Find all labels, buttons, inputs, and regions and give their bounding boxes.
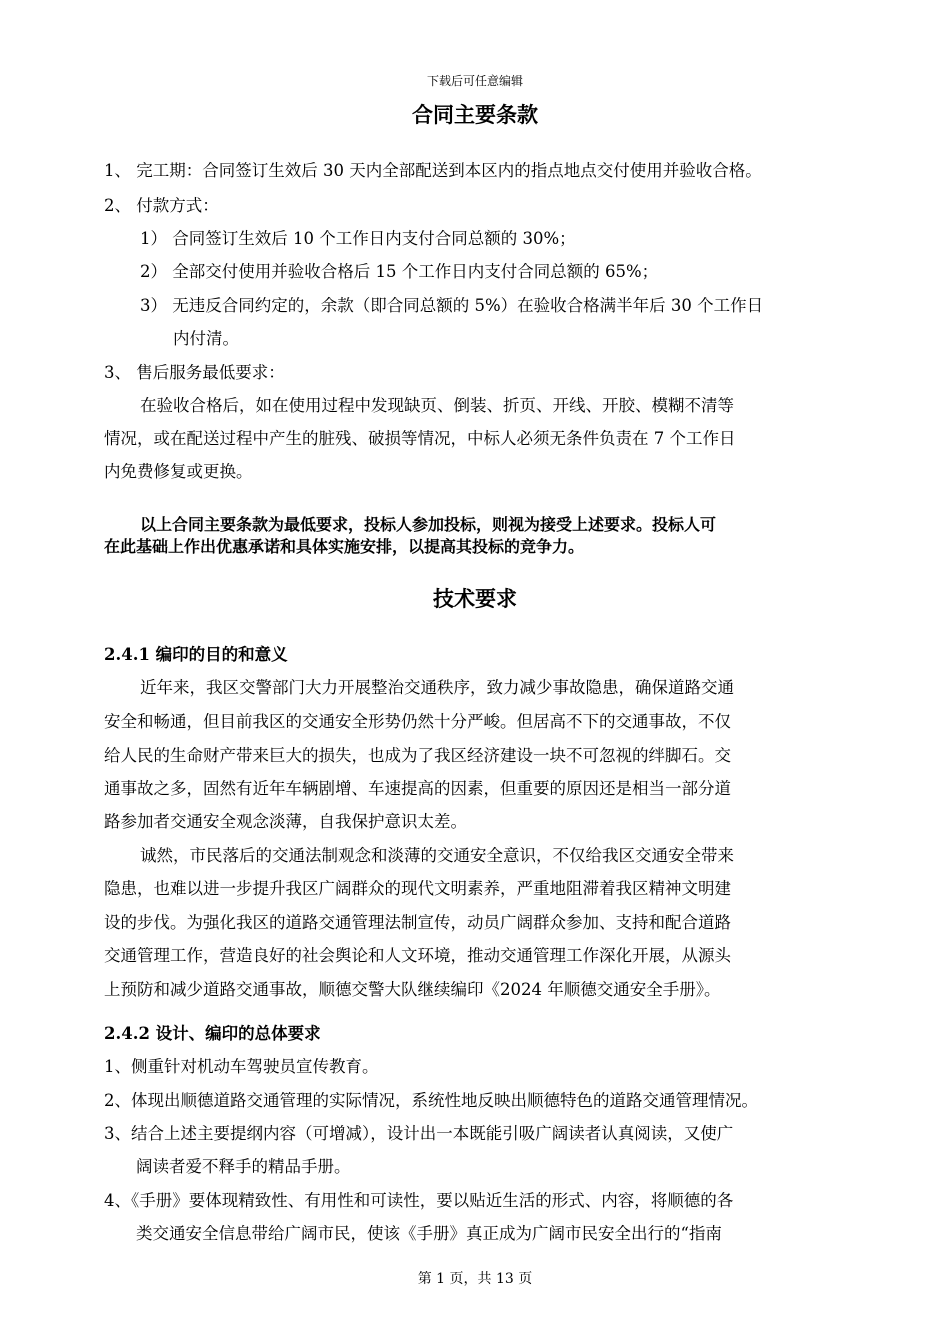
clause-2-item-2: 2） 全部交付使用并验收合格后 15 个工作日内支付合同总额的 65%； xyxy=(140,262,659,281)
para-1-line-4: 通事故之多，固然有近年车辆剧增、车速提高的因素，但重要的原因还是相当一部分道 xyxy=(104,779,731,798)
para-1-line-3: 给人民的生命财产带来巨大的损失，也成为了我区经济建设一块不可忽视的绊脚石。交 xyxy=(104,746,731,765)
clause-2: 2、 付款方式： xyxy=(104,196,219,215)
page-footer: 第 1 页，共 13 页 xyxy=(417,1271,533,1287)
requirement-4-cont: 类交通安全信息带给广阔市民，使该《手册》真正成为广阔市民安全出行的“指南 xyxy=(136,1224,722,1243)
para-2-line-1: 诚然，市民落后的交通法制观念和淡薄的交通安全意识，不仅给我区交通安全带来 xyxy=(140,846,734,865)
clause-2-item-1: 1） 合同签订生效后 10 个工作日内支付合同总额的 30%； xyxy=(140,229,576,248)
requirement-2: 2、体现出顺德道路交通管理的实际情况，系统性地反映出顺德特色的道路交通管理情况。 xyxy=(104,1091,758,1110)
subsection-2-4-2: 2.4.2 设计、编印的总体要求 xyxy=(104,1024,321,1043)
clause-3-text-1: 在验收合格后，如在使用过程中发现缺页、倒装、折页、开线、开胶、模糊不清等 xyxy=(140,396,734,415)
para-1-line-2: 安全和畅通，但目前我区的交通安全形势仍然十分严峻。但居高不下的交通事故，不仅 xyxy=(104,712,731,731)
requirement-3-cont: 阔读者爱不释手的精品手册。 xyxy=(136,1157,351,1176)
para-2-line-5: 上预防和减少道路交通事故，顺德交警大队继续编印《2024 年顺德交通安全手册》。 xyxy=(104,980,721,999)
subsection-2-4-1: 2.4.1 编印的目的和意义 xyxy=(104,645,288,664)
clause-1: 1、 完工期：合同签订生效后 30 天内全部配送到本区内的指点地点交付使用并验收合格。 xyxy=(104,161,762,180)
section-title-tech: 技术要求 xyxy=(433,586,517,611)
clause-2-item-3-cont: 内付清。 xyxy=(173,329,239,348)
para-2-line-3: 设的步伐。为强化我区的道路交通管理法制宣传，动员广阔群众参加、支持和配合道路 xyxy=(104,913,731,932)
para-1-line-5: 路参加者交通安全观念淡薄，自我保护意识太差。 xyxy=(104,812,467,831)
clause-2-item-3: 3） 无违反合同约定的，余款（即合同总额的 5%）在验收合格满半年后 30 个工作日 xyxy=(140,296,764,315)
requirement-4: 4、《手册》要体现精致性、有用性和可读性，要以贴近生活的形式、内容，将顺德的各 xyxy=(104,1191,734,1210)
para-1-line-1: 近年来，我区交警部门大力开展整治交通秩序，致力减少事故隐患，确保道路交通 xyxy=(140,678,734,697)
requirement-3: 3、结合上述主要提纲内容（可增减），设计出一本既能引吸广阔读者认真阅读，又使广 xyxy=(104,1124,734,1143)
page-header: 下载后可任意编辑 xyxy=(426,74,523,88)
para-2-line-2: 隐患，也难以进一步提升我区广阔群众的现代文明素养，严重地阻滞着我区精神文明建 xyxy=(104,879,731,898)
clause-3-text-3: 内免费修复或更换。 xyxy=(104,462,253,481)
para-2-line-4: 交通管理工作，营造良好的社会舆论和人文环境，推动交通管理工作深化开展，从源头 xyxy=(104,946,731,965)
note-line-1: 以上合同主要条款为最低要求，投标人参加投标，则视为接受上述要求。投标人可 xyxy=(140,515,717,534)
section-title-contract: 合同主要条款 xyxy=(412,102,538,127)
note-line-2: 在此基础上作出优惠承诺和具体实施安排，以提高其投标的竞争力。 xyxy=(104,537,585,556)
clause-3: 3、 售后服务最低要求： xyxy=(104,363,285,382)
requirement-1: 1、侧重针对机动车驾驶员宣传教育。 xyxy=(104,1057,379,1076)
clause-3-text-2: 情况，或在配送过程中产生的脏残、破损等情况，中标人必须无条件负责在 7 个工作日 xyxy=(104,429,736,448)
